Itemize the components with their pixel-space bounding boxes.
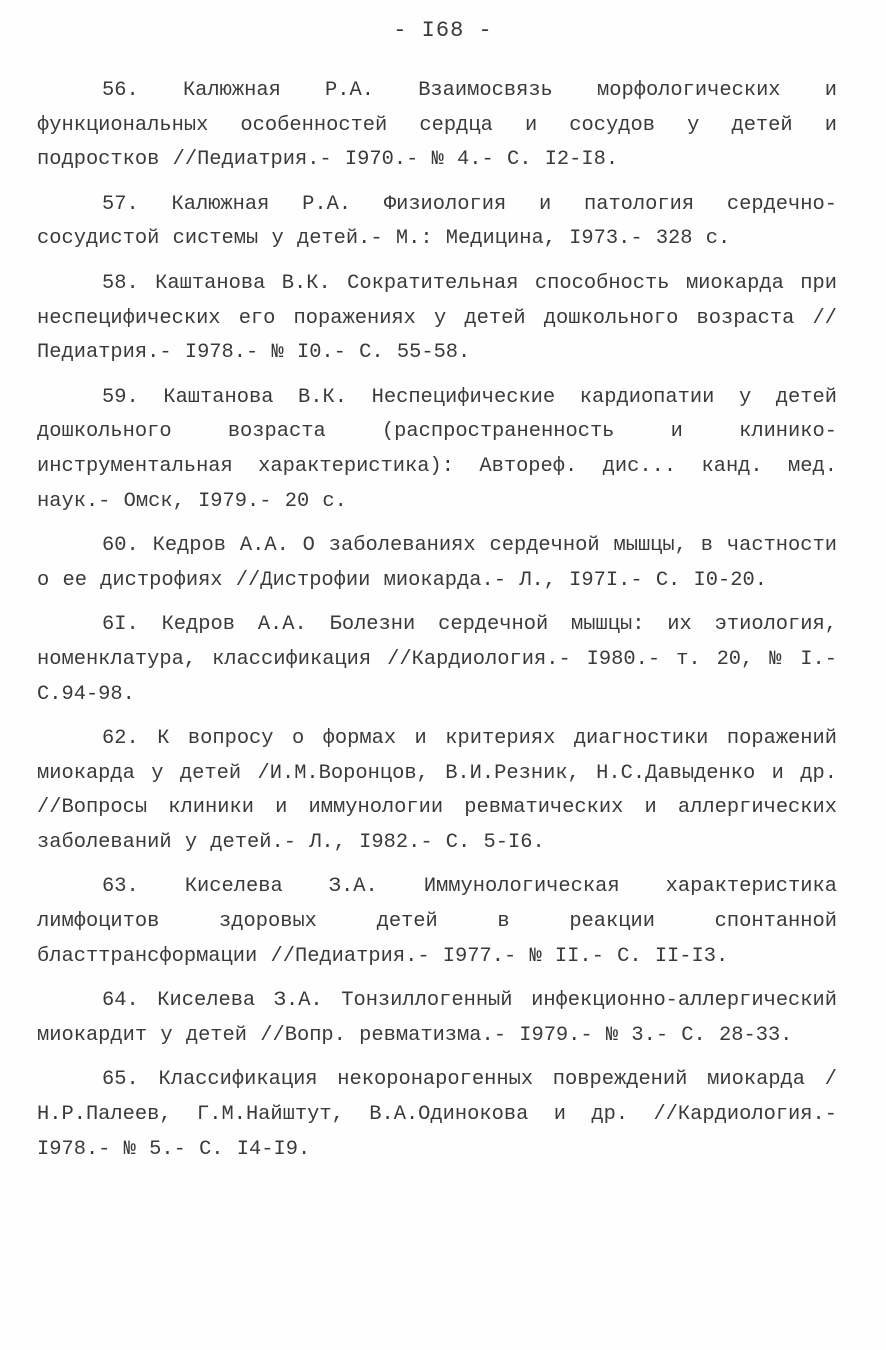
reference-item xyxy=(37,188,837,257)
reference-number: 62. xyxy=(102,727,139,751)
reference-number: 58. xyxy=(102,271,139,295)
reference-number: 60. xyxy=(102,534,139,558)
reference-text: Кедров А.А. Болезни сердечной мышцы: их этиология, номенклатура, классификация //Кардиология.- I980.- т. 20, № I.- С.94-98. xyxy=(37,613,837,706)
reference-list xyxy=(37,74,837,1177)
reference-number: 63. xyxy=(102,875,139,899)
reference-number: 59. xyxy=(102,385,139,409)
reference-number: 56. xyxy=(102,79,139,102)
reference-number: 64. xyxy=(102,989,139,1013)
reference-text: Каштанова В.К. Сократительная способность миокарда при неспецифических его поражениях у детей дошкольного возраста //Педиатрия.- I978.- № I0.- С. 55-58. xyxy=(37,271,837,365)
reference-text: К вопросу о формах и критериях диагностики поражений миокарда у детей /И.М.Воронцов, В.И.Резник, Н.С.Давыденко и др. //Вопросы клиники и иммунологии ревматических и аллергических заболеваний у детей.- Л., I982.- С. 5-I6. xyxy=(37,727,837,854)
reference-text: Киселева З.А. Тонзиллогенный инфекционно-аллергический миокардит у детей //Вопр. ревматизма.- I979.- № 3.- С. 28-33. xyxy=(37,989,837,1047)
page-number: - I68 - xyxy=(393,18,493,43)
reference-text: Калюжная Р.А. Физиология и патология сердечно-сосудистой системы у детей.- М.: Медицина, I973.- 328 с. xyxy=(37,192,837,251)
reference-item xyxy=(37,870,837,974)
reference-number: 6I. xyxy=(102,613,139,637)
reference-text: Калюжная Р.А. Взаимосвязь морфологических и функциональных особенностей сердца и сосудов у детей и подростков //Педиатрия.- I970.- № 4.- С. I2-I8. xyxy=(37,79,837,172)
reference-number: 57. xyxy=(102,192,139,216)
reference-number: 65. xyxy=(102,1068,139,1092)
reference-text: Кедров А.А. О заболеваниях сердечной мышцы, в частности о ее дистрофиях //Дистрофии миокарда.- Л., I97I.- С. I0-20. xyxy=(37,534,837,592)
reference-item xyxy=(37,529,837,598)
reference-item xyxy=(37,722,837,860)
reference-text: Киселева З.А. Иммунологическая характеристика лимфоцитов здоровых детей в реакции спонтанной бласттрансформации //Педиатрия.- I977.- № II.- С. II-I3. xyxy=(37,875,837,968)
reference-item xyxy=(37,381,837,519)
reference-item xyxy=(37,608,837,712)
reference-item xyxy=(37,1063,837,1167)
reference-text: Каштанова В.К. Неспецифические кардиопатии у детей дошкольного возраста (распространенность и клинико-инструментальная характеристика): Автореф. дис... канд. мед. наук.- Омск, I979.- 20 с. xyxy=(37,385,837,513)
reference-text: Классификация некоронарогенных повреждений миокарда /Н.Р.Палеев, Г.М.Найштут, В.А.Одинокова и др. //Кардиология.- I978.- № 5.- С. I4-I9. xyxy=(37,1068,837,1161)
reference-item xyxy=(37,984,837,1053)
reference-item xyxy=(37,74,837,178)
reference-item xyxy=(37,267,837,371)
